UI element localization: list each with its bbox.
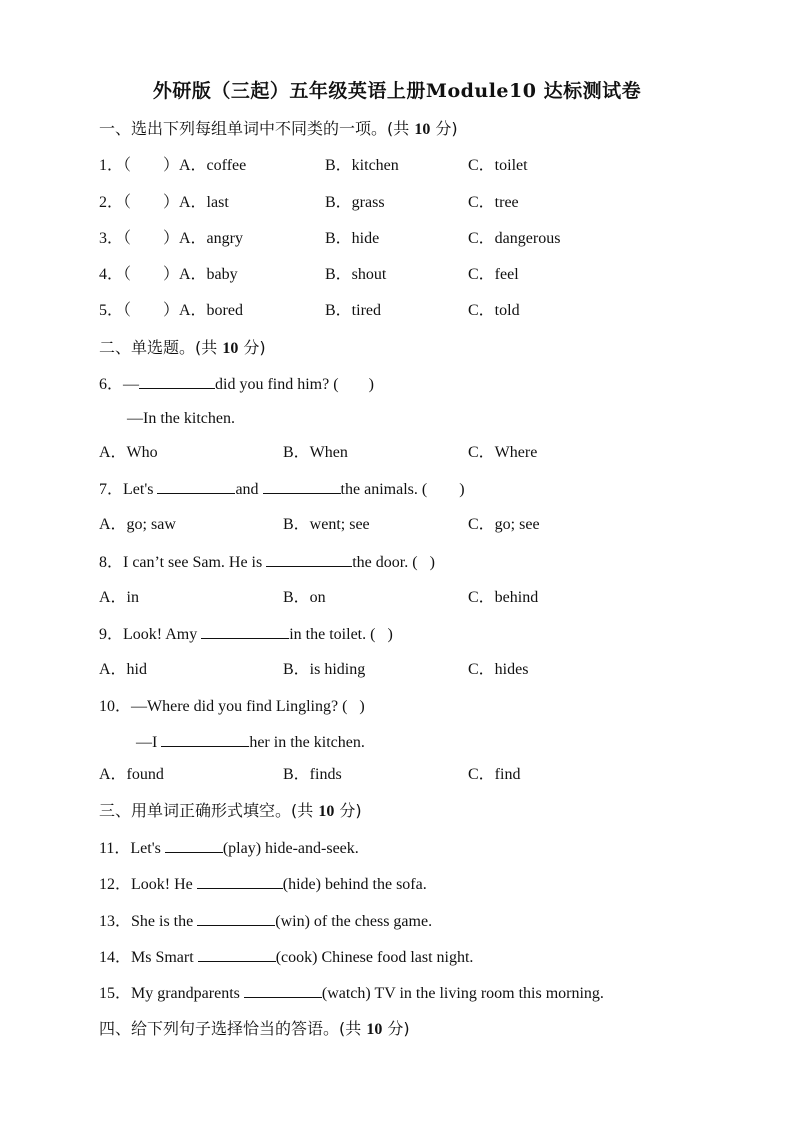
question-10 [0, 695, 794, 719]
section-unit: 分) [334, 801, 362, 820]
question-2 [0, 191, 794, 215]
answer-blank[interactable] [263, 477, 341, 494]
option-b[interactable]: B．kitchen [325, 157, 399, 174]
question-stem: 9．Look! Amy [99, 626, 202, 643]
question-stem: did you find him? ( [215, 376, 339, 393]
question-1 [0, 154, 794, 178]
question-stem: 8．I can’t see Sam. He is [99, 554, 267, 571]
question-stem: 10．—Where did you find Lingling? ( [99, 698, 348, 715]
answer-blank[interactable] [139, 372, 215, 389]
answer-blank[interactable] [201, 622, 289, 639]
paren-close: ) [429, 554, 435, 571]
question-6-reply [0, 407, 794, 431]
question-stem: (play) hide-and-seek. [222, 840, 359, 857]
question-number: 2．（ [99, 194, 132, 211]
question-stem: (cook) Chinese food last night. [275, 949, 474, 966]
question-10-options [0, 763, 794, 787]
question-4 [0, 263, 794, 287]
section-2-heading [0, 336, 794, 360]
question-stem: 14．Ms Smart [99, 949, 198, 966]
option-a[interactable]: A．found [99, 766, 164, 783]
question-15 [0, 981, 794, 1005]
question-8 [0, 550, 794, 574]
section-1-heading [0, 117, 794, 141]
option-b[interactable]: B．finds [283, 766, 342, 783]
reply-text: —I [136, 734, 162, 751]
option-a[interactable]: ）A．bored [163, 302, 243, 319]
option-a[interactable]: ）A．angry [163, 230, 243, 247]
question-number: 4．（ [99, 266, 132, 283]
option-c[interactable]: C．feel [468, 266, 519, 283]
question-6-options [0, 441, 794, 465]
section-label: 四、给下列句子选择恰当的答语。(共 [99, 1019, 367, 1038]
question-7-options [0, 513, 794, 537]
paren-close: ) [368, 376, 374, 393]
question-3 [0, 227, 794, 251]
option-a[interactable]: A．Who [99, 444, 158, 461]
option-b[interactable]: B．When [283, 444, 348, 461]
option-b[interactable]: B．went; see [283, 516, 370, 533]
question-stem: in the toilet. ( [289, 626, 376, 643]
paren-close: ) [459, 481, 465, 498]
question-stem: (win) of the chess game. [275, 913, 433, 930]
option-a[interactable]: ）A．baby [163, 266, 238, 283]
question-14 [0, 945, 794, 969]
option-a[interactable]: A．hid [99, 661, 148, 678]
question-stem: 11．Let's [99, 840, 165, 857]
option-c[interactable]: C．toilet [468, 157, 528, 174]
section-score: 10 [414, 121, 431, 138]
question-stem: 6．— [99, 376, 140, 393]
option-b[interactable]: B．shout [325, 266, 387, 283]
question-number: 3．（ [99, 230, 132, 247]
section-unit: 分) [430, 119, 458, 138]
answer-blank[interactable] [198, 945, 276, 962]
paren-close: ) [387, 626, 393, 643]
question-stem: (hide) behind the sofa. [282, 876, 427, 893]
question-stem: 13．She is the [99, 913, 198, 930]
section-unit: 分) [382, 1019, 410, 1038]
option-a[interactable]: ）A．coffee [163, 157, 247, 174]
section-label: 二、单选题。(共 [99, 338, 223, 357]
question-9 [0, 622, 794, 646]
option-c[interactable]: C．tree [468, 194, 519, 211]
question-stem: (watch) TV in the living room this morning. [321, 985, 604, 1002]
option-c[interactable]: C．find [468, 766, 521, 783]
reply-text: —In the kitchen. [127, 410, 235, 427]
question-stem: 15．My grandparents [99, 985, 244, 1002]
option-b[interactable]: B．hide [325, 230, 380, 247]
answer-blank[interactable] [244, 981, 322, 998]
option-b[interactable]: B．on [283, 589, 326, 606]
answer-blank[interactable] [266, 550, 352, 567]
answer-blank[interactable] [161, 730, 249, 747]
question-11 [0, 836, 794, 860]
question-6 [0, 372, 794, 396]
section-label: 一、选出下列每组单词中不同类的一项。(共 [99, 119, 415, 138]
question-stem: 7．Let's [99, 481, 158, 498]
section-unit: 分) [238, 338, 266, 357]
question-9-options [0, 658, 794, 682]
section-score: 10 [318, 803, 335, 820]
question-8-options [0, 586, 794, 610]
question-stem: the door. ( [352, 554, 418, 571]
answer-blank[interactable] [197, 872, 283, 889]
question-5 [0, 299, 794, 323]
question-number: 1．（ [99, 157, 132, 174]
option-a[interactable]: A．go; saw [99, 516, 176, 533]
option-a[interactable]: A．in [99, 589, 140, 606]
option-c[interactable]: C．Where [468, 444, 538, 461]
question-13 [0, 909, 794, 933]
option-c[interactable]: C．dangerous [468, 230, 561, 247]
question-12 [0, 872, 794, 896]
question-10-reply [0, 730, 794, 754]
reply-text: her in the kitchen. [249, 734, 365, 751]
section-score: 10 [222, 340, 239, 357]
option-c[interactable]: C．behind [468, 589, 539, 606]
section-4-heading [0, 1017, 794, 1041]
question-7 [0, 477, 794, 501]
paren-close: ) [359, 698, 365, 715]
answer-blank[interactable] [165, 836, 223, 853]
question-number: 5．（ [99, 302, 132, 319]
question-stem: and [235, 481, 263, 498]
page-title: 外研版（三起）五年级英语上册Module10 达标测试卷 [152, 80, 642, 102]
option-b[interactable]: B．tired [325, 302, 381, 319]
section-score: 10 [366, 1021, 383, 1038]
section-3-heading [0, 799, 794, 823]
option-b[interactable]: B．grass [325, 194, 385, 211]
option-c[interactable]: C．hides [468, 661, 529, 678]
question-stem: the animals. ( [340, 481, 428, 498]
option-c[interactable]: C．told [468, 302, 520, 319]
option-c[interactable]: C．go; see [468, 516, 540, 533]
section-label: 三、用单词正确形式填空。(共 [99, 801, 319, 820]
answer-blank[interactable] [197, 909, 275, 926]
option-a[interactable]: ）A．last [163, 194, 229, 211]
option-b[interactable]: B．is hiding [283, 661, 366, 678]
question-stem: 12．Look! He [99, 876, 197, 893]
answer-blank[interactable] [157, 477, 235, 494]
